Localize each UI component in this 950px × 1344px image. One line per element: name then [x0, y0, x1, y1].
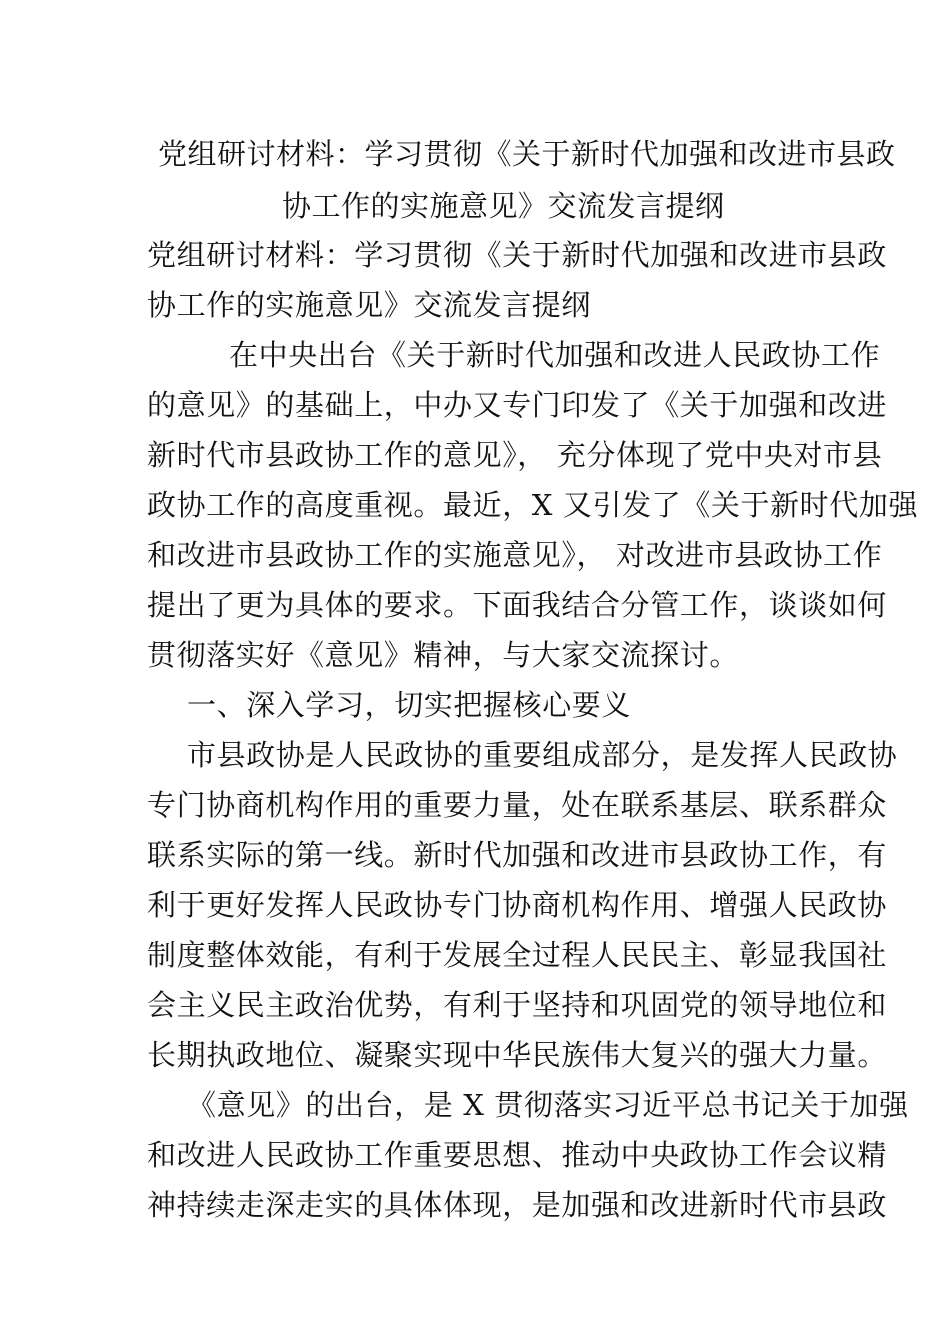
paragraph-1-line: 新时代市县政协工作的意见》， 充分体现了党中央对市县	[147, 438, 883, 472]
document-body	[147, 230, 919, 1230]
title-line-2: 协工作的实施意见》交流发言提纲	[282, 189, 725, 223]
section-heading-1: 一、深入学习，切实把握核心要义	[187, 688, 632, 722]
paragraph-3-line: 和改进人民政协工作重要思想、推动中央政协工作会议精	[147, 1138, 888, 1172]
paragraph-2-line: 市县政协是人民政协的重要组成部分，是发挥人民政协	[187, 738, 898, 772]
paragraph-2-line: 长期执政地位、凝聚实现中华民族伟大复兴的强大力量。	[147, 1038, 888, 1072]
paragraph-2-line: 会主义民主政治优势，有利于坚持和巩固党的领导地位和	[147, 988, 888, 1022]
paragraph-3-line: 神持续走深走实的具体体现，是加强和改进新时代市县政	[147, 1188, 888, 1222]
paragraph-1-line: 提出了更为具体的要求。下面我结合分管工作，谈谈如何	[147, 588, 888, 622]
paragraph-3-line: 《意见》的出台，是 X 贯彻落实习近平总书记关于加强	[187, 1088, 909, 1122]
paragraph-2-line: 联系实际的第一线。新时代加强和改进市县政协工作，有	[147, 838, 888, 872]
title-line-1: 党组研讨材料：学习贯彻《关于新时代加强和改进市县政	[158, 137, 896, 171]
paragraph-2-line: 专门协商机构作用的重要力量，处在联系基层、联系群众	[147, 788, 888, 822]
paragraph-1-line: 和改进市县政协工作的实施意见》， 对改进市县政协工作	[147, 538, 883, 572]
paragraph-2-line: 利于更好发挥人民政协专门协商机构作用、增强人民政协	[147, 888, 888, 922]
paragraph-1-line: 的意见》的基础上，中办又专门印发了《关于加强和改进	[147, 388, 888, 422]
subtitle-line-1: 党组研讨材料：学习贯彻《关于新时代加强和改进市县政	[147, 238, 888, 272]
paragraph-2-line: 制度整体效能，有利于发展全过程人民民主、彰显我国社	[147, 938, 888, 972]
paragraph-1-line: 在中央出台《关于新时代加强和改进人民政协工作	[229, 338, 881, 372]
subtitle-line-2: 协工作的实施意见》交流发言提纲	[147, 288, 592, 322]
paragraph-1-line: 贯彻落实好《意见》精神，与大家交流探讨。	[147, 638, 740, 672]
paragraph-1-line: 政协工作的高度重视。最近，X 又引发了《关于新时代加强	[147, 488, 919, 522]
document-title	[150, 128, 896, 232]
